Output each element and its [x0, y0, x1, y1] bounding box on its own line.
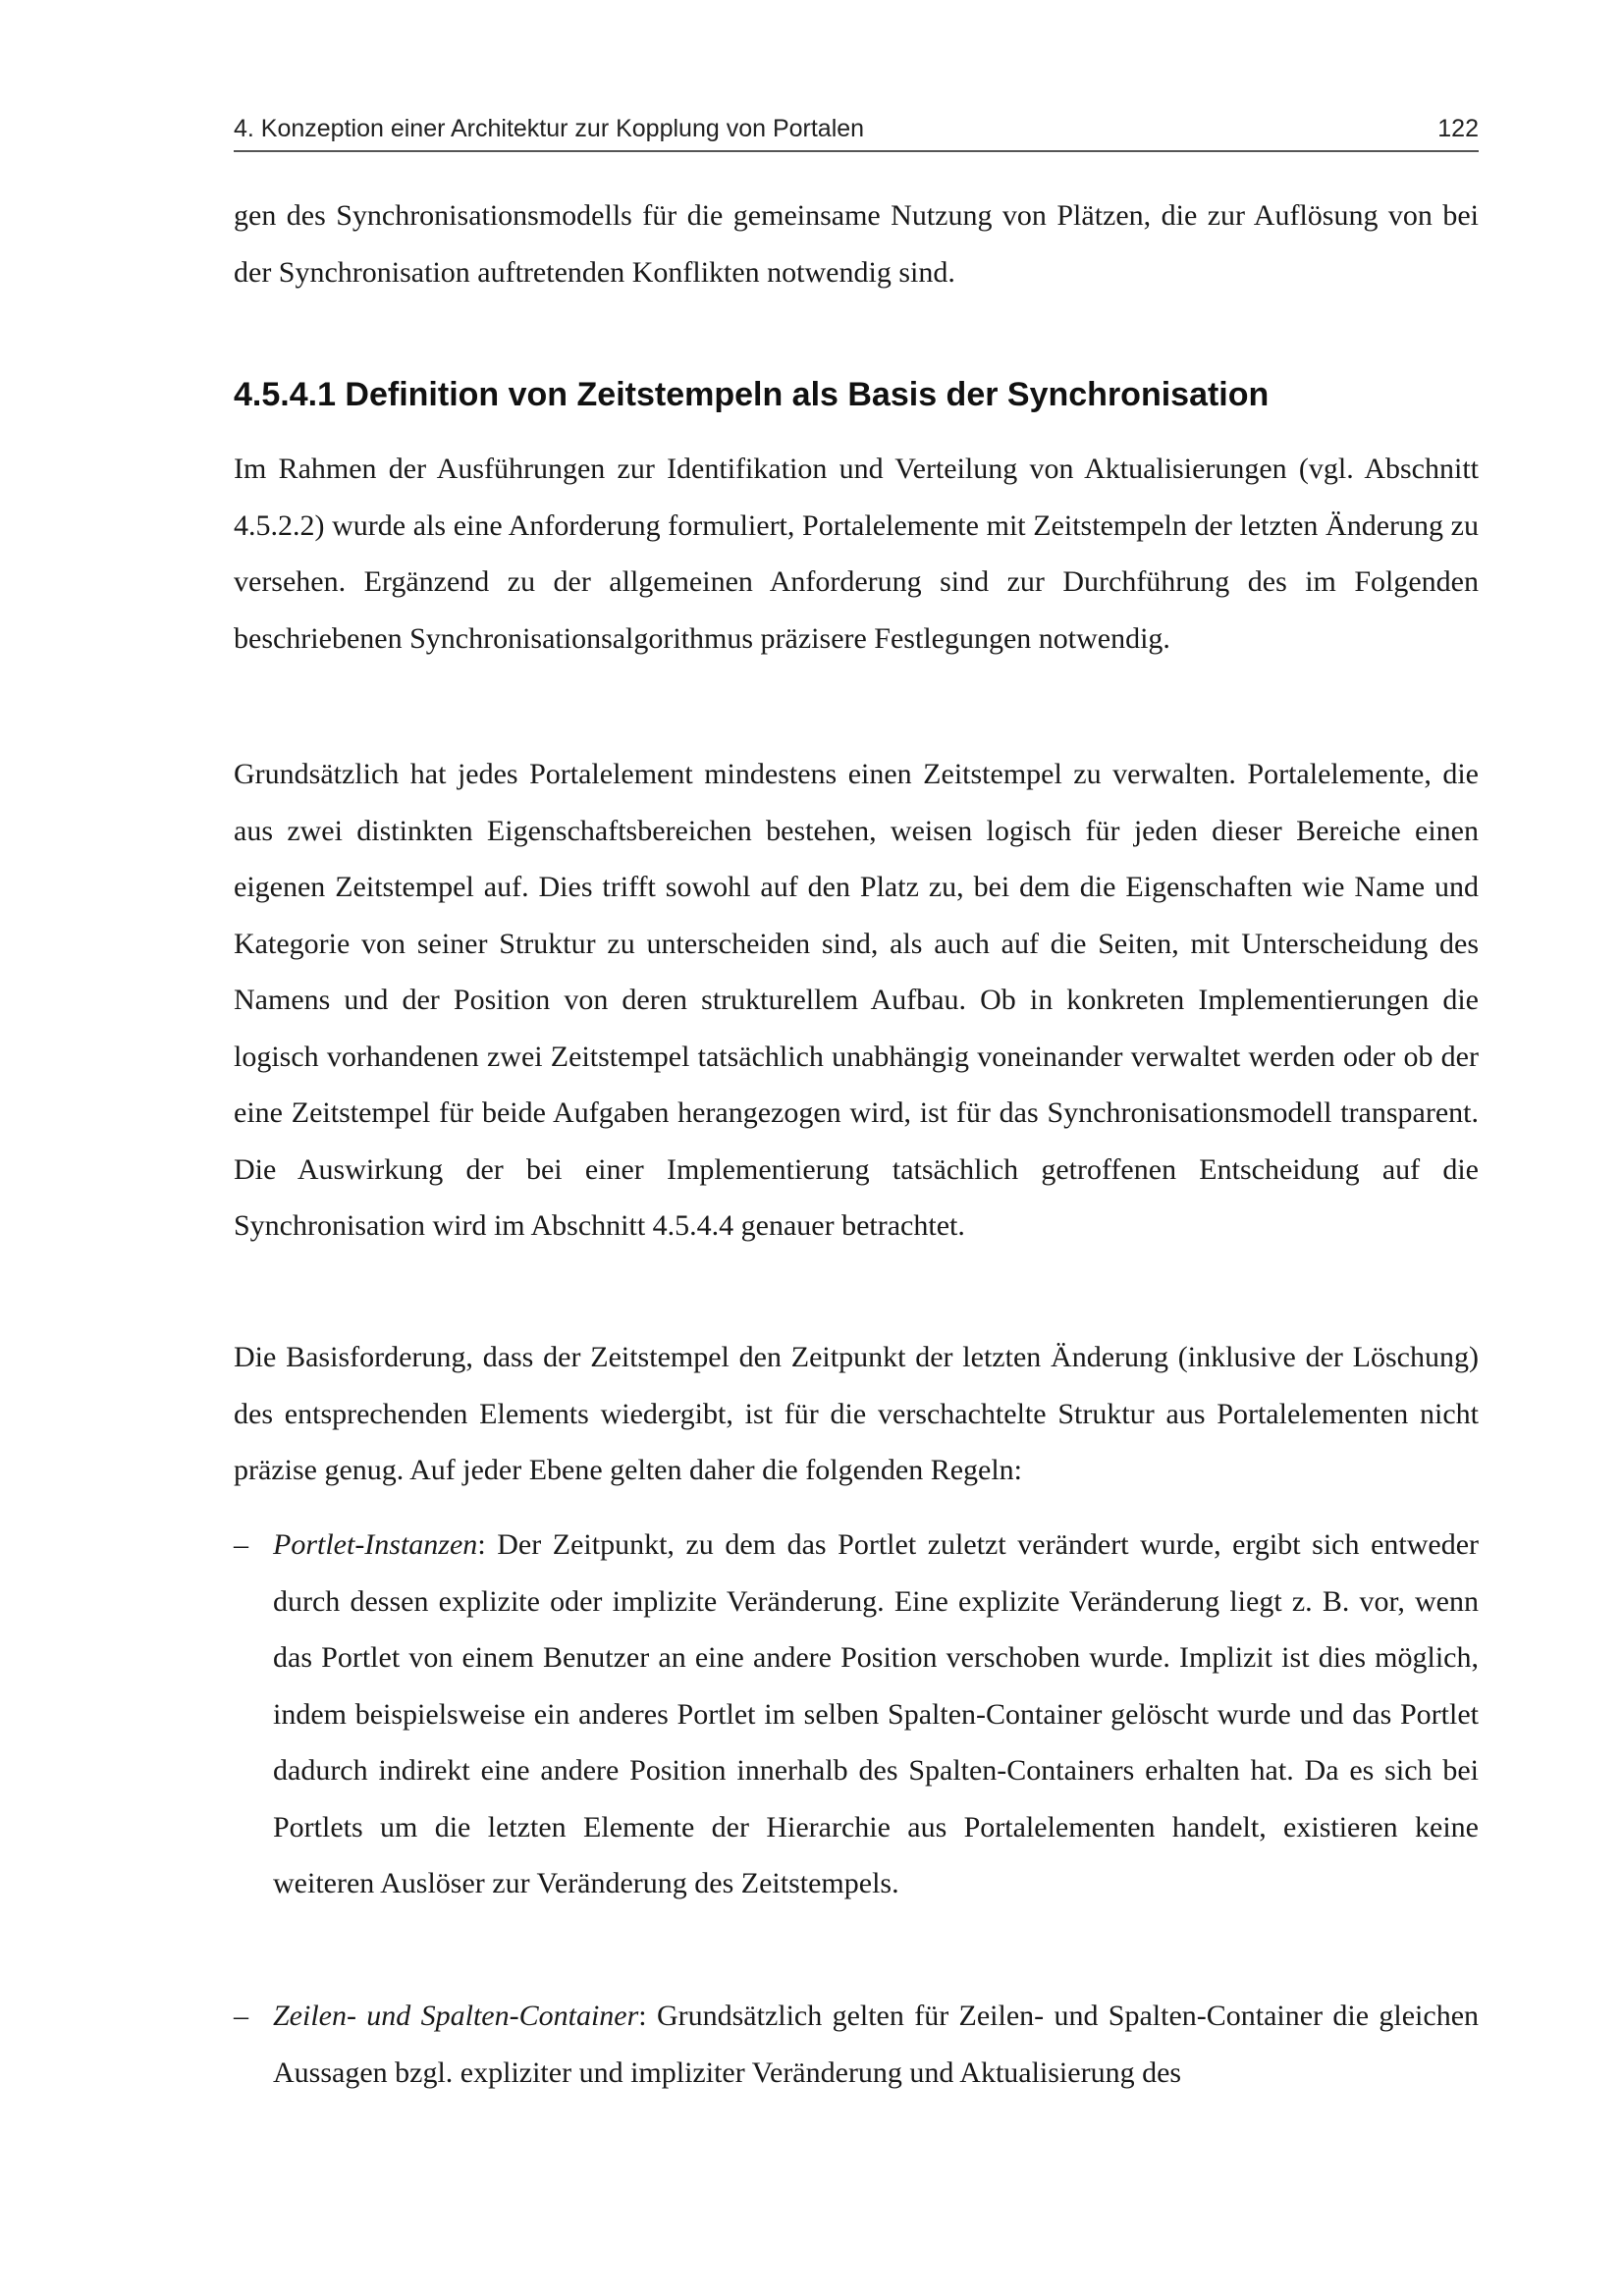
list-item-text: : Grundsätzlich gelten für Zeilen- und Spalten-Container die gleichen Aussagen bzgl. expliziter und impliziter Veränderung und Aktualisierung des [273, 2000, 1480, 2089]
list-dash: – [234, 2000, 248, 2032]
continued-paragraph: gen des Synchronisationsmodells für die gemeinsame Nutzung von Plätzen, die zur Auflösung von bei der Synchronisation auftretenden Konflikten notwendig sind. [234, 199, 1479, 289]
paragraph-2: Grundsätzlich hat jedes Portalelement mindestens einen Zeitstempel zu verwalten. Portalelemente, die aus zwei distinkten Eigenschaftsbereichen bestehen, weisen logisch für jeden dieser Bereiche einen eigenen Zeitstempel auf. Dies trifft sowohl auf den Platz zu, bei dem die Eigenschaften wie Name und Kategorie von seiner Struktur zu unterscheiden sind, als auch auf die Seiten, mit Unterscheidung des Namens und der Position von deren strukturellem Aufbau. Ob in konkreten Implementierungen die logisch vorhandenen zwei Zeitstempel tatsächlich unabhängig voneinander verwaltet werden oder ob der eine Zeitstempel für beide Aufgaben herangezogen wird, ist für das Synchronisationsmodell transparent. Die Auswirkung der bei einer Implementierung tatsächlich getroffenen Entscheidung auf die Synchronisation wird im Abschnitt 4.5.4.4 genauer betrachtet. [234, 758, 1479, 1242]
running-header [234, 111, 1479, 152]
paragraph-3: Die Basisforderung, dass der Zeitstempel den Zeitpunkt der letzten Änderung (inklusive der Löschung) des entsprechenden Elements wiedergibt, ist für die verschachtelte Struktur aus Portalelementen nicht präzise genug. Auf jeder Ebene gelten daher die folgenden Regeln: [234, 1341, 1479, 1486]
list-item-term: Portlet-Instanzen [273, 1528, 478, 1561]
chapter-title: 4. Konzeption einer Architektur zur Kopplung von Portalen [234, 115, 865, 142]
rules-list [234, 1517, 1479, 1912]
list-item-term: Zeilen- und Spalten-Container [273, 2000, 639, 2032]
section-heading: 4.5.4.1 Definition von Zeitstempeln als Basis der Synchronisation [234, 376, 1270, 413]
rules-list-continued [234, 1988, 1479, 2101]
list-dash: – [234, 1528, 248, 1561]
page-number: 122 [1437, 115, 1479, 142]
paragraph-1: Im Rahmen der Ausführungen zur Identifikation und Verteilung von Aktualisierungen (vgl. Abschnitt 4.5.2.2) wurde als eine Anforderung formuliert, Portalelemente mit Zeitstempeln der letzten Änderung zu versehen. Ergänzend zu der allgemeinen Anforderung sind zur Durchführung des im Folgenden beschriebenen Synchronisationsalgorithmus präzisere Festlegungen notwendig. [234, 453, 1479, 655]
list-item-row-column-containers [234, 1988, 1479, 2101]
list-item-text: : Der Zeitpunkt, zu dem das Portlet zuletzt verändert wurde, ergibt sich entweder durch dessen explizite oder implizite Veränderung. Eine explizite Veränderung liegt z. B. vor, wenn das Portlet von einem Benutzer an eine andere Position verschoben wurde. Implizit ist dies möglich, indem beispielsweise ein anderes Portlet im selben Spalten-Container gelöscht wurde und das Portlet dadurch indirekt eine andere Position innerhalb des Spalten-Containers erhalten hat. Da es sich bei Portlets um die letzten Elemente der Hierarchie aus Portalelementen handelt, existieren keine weiteren Auslöser zur Veränderung des Zeitstempels. [273, 1528, 1479, 1899]
list-item-portlet-instances [234, 1517, 1479, 1912]
